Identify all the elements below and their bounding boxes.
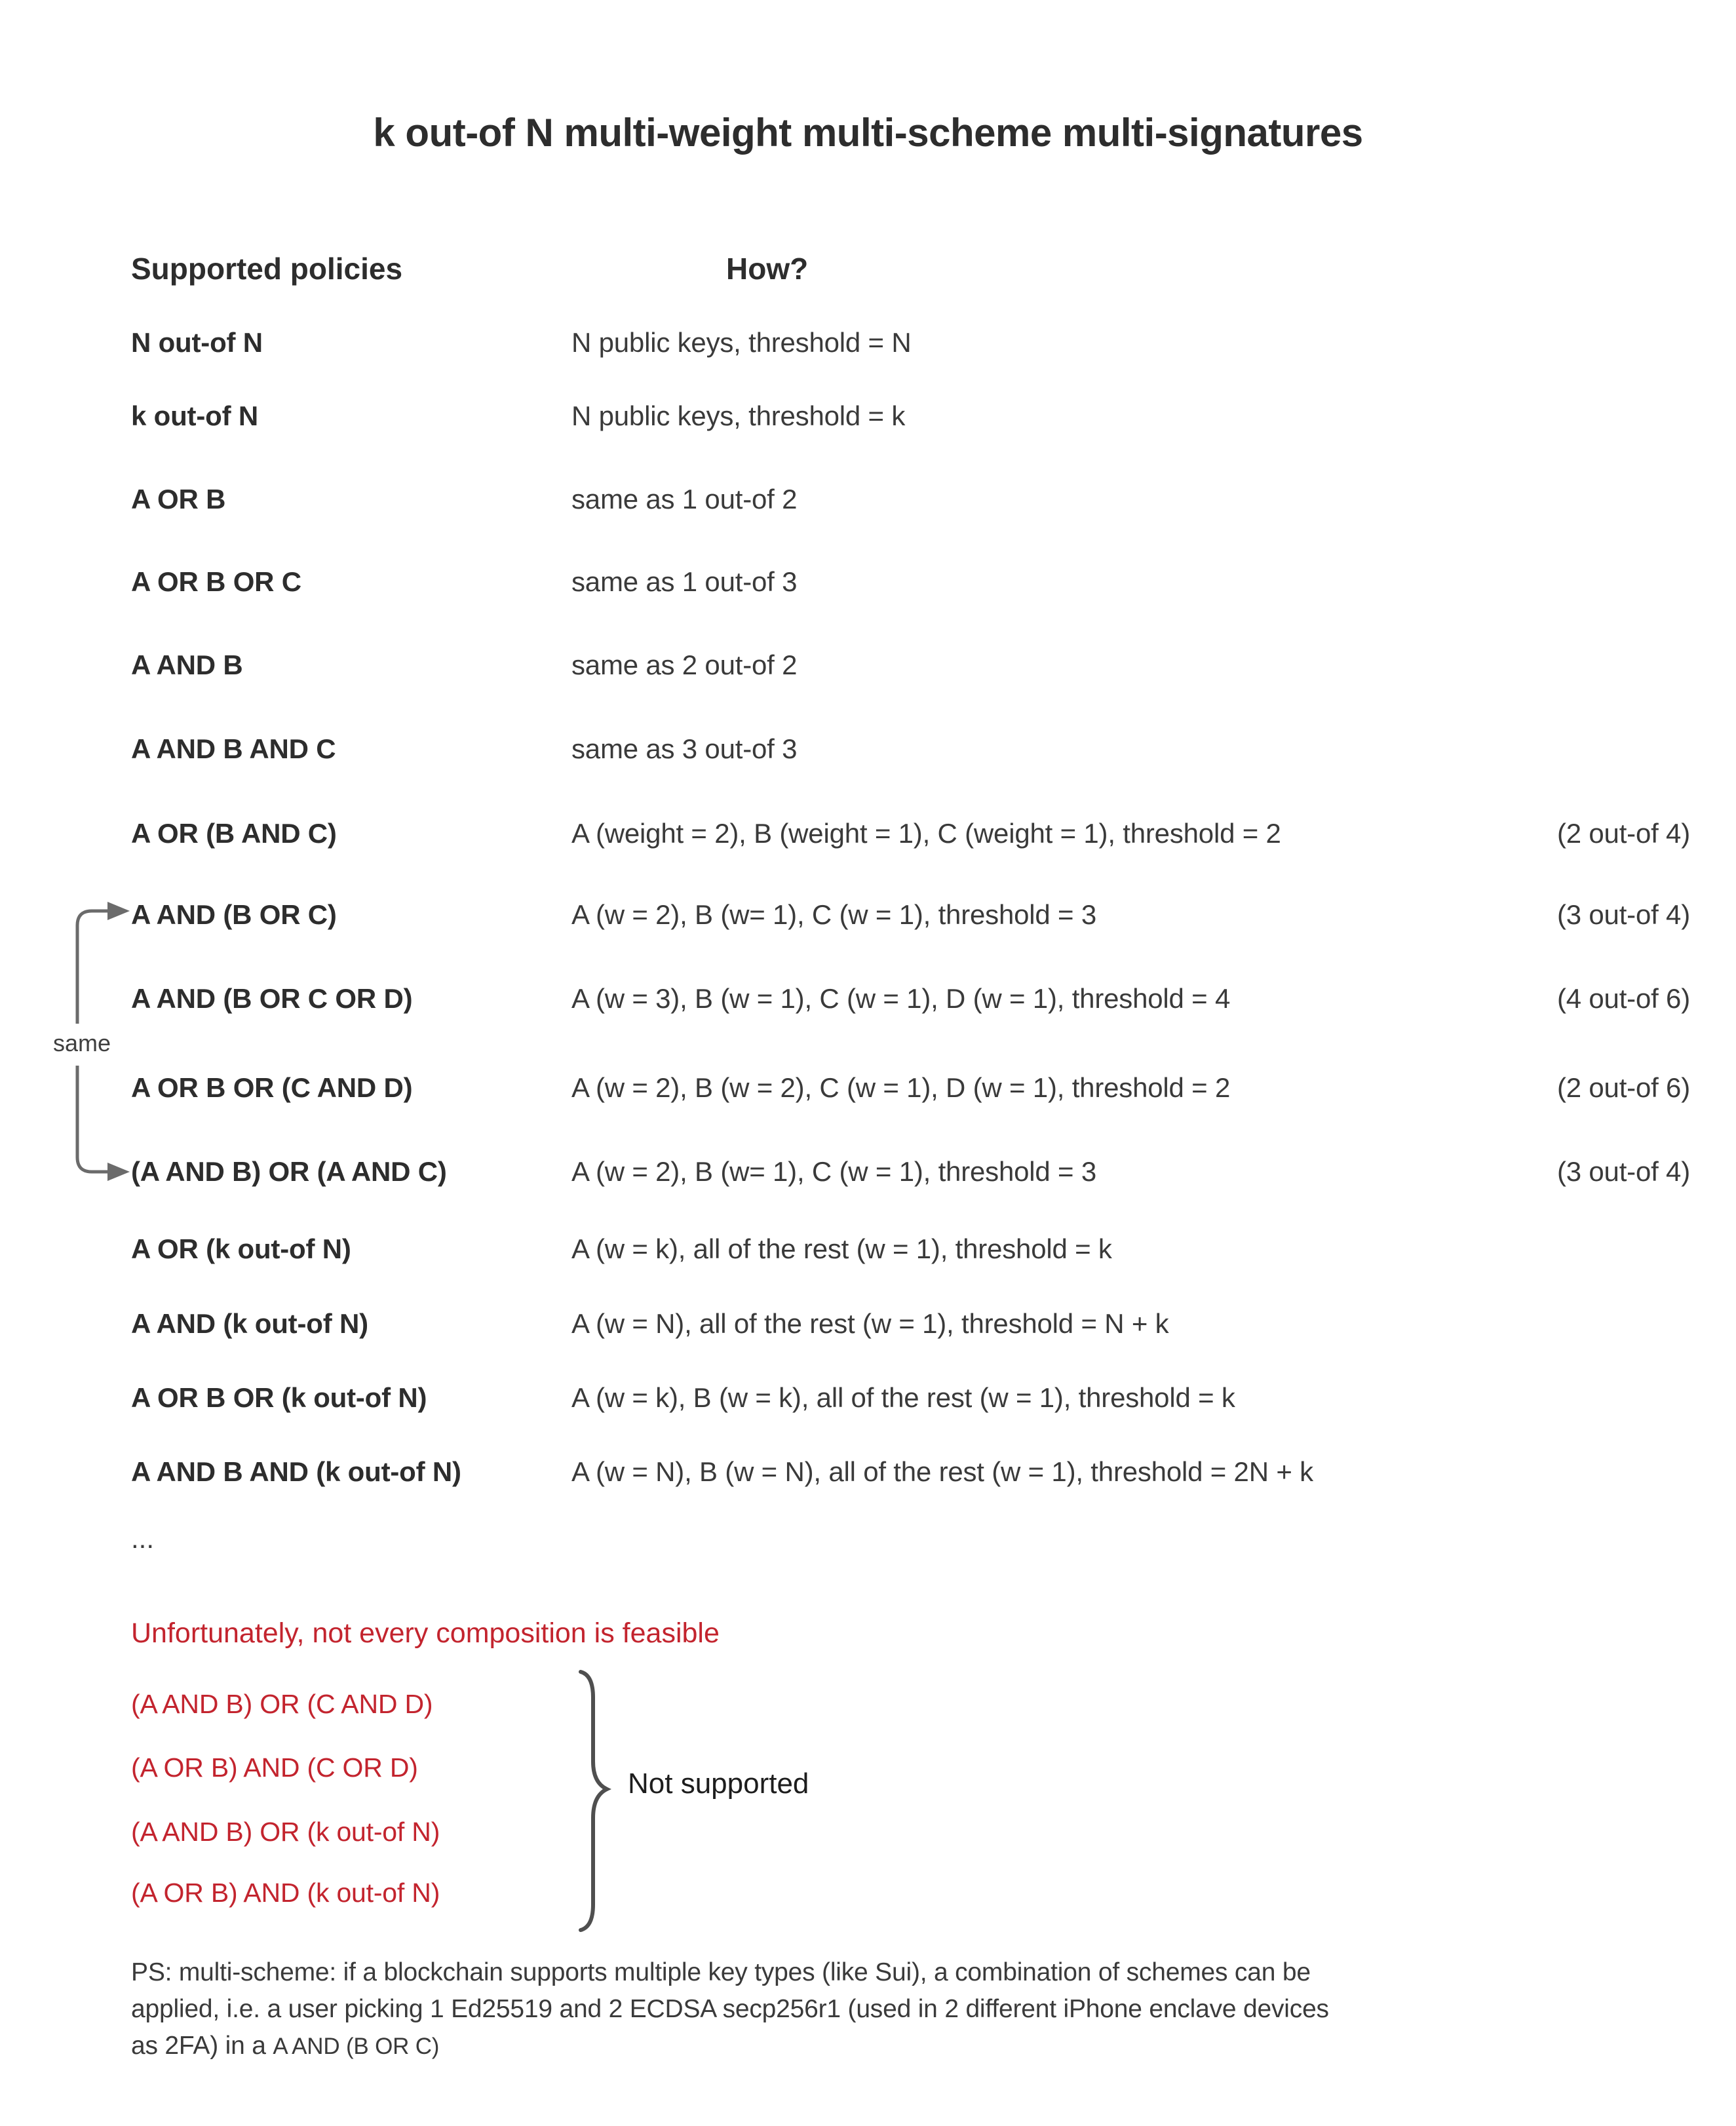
ps-line [131,2028,1704,2065]
table-row [0,323,1736,362]
out-of-note: (3 out-of 4) [1556,1156,1690,1187]
how-cell: A (w = N), all of the rest (w = 1), threshold = N + k [571,1308,1169,1339]
how-cell: A (weight = 2), B (weight = 1), C (weight = 1), threshold = 2 [571,818,1281,849]
ps-formula: A AND (B OR C) [273,2034,440,2059]
table-row [0,979,1736,1018]
column-header-how: How? [726,252,809,286]
how-cell: A (w = 2), B (w = 2), C (w = 1), D (w = 1), threshold = 2 [571,1072,1231,1103]
policy-cell: A OR B OR (C AND D) [131,1072,413,1103]
infeasible-item: (A OR B) AND (C OR D) [131,1752,418,1783]
ps-line3-prefix: as 2FA) in a [131,2032,273,2060]
policy-cell: A OR B OR C [131,566,301,597]
policy-cell: A AND (k out-of N) [131,1308,368,1339]
policy-cell: A AND B [131,649,243,680]
table-row [0,814,1736,853]
policy-cell: N out-of N [131,327,263,358]
policy-cell: A AND (B OR C) [131,899,337,930]
out-of-note: (2 out-of 6) [1556,1072,1690,1103]
policy-cell: A OR (B AND C) [131,818,337,849]
infeasible-item: (A AND B) OR (k out-of N) [131,1817,440,1847]
infeasible-item: (A AND B) OR (C AND D) [131,1689,433,1719]
ps-note [131,1954,1704,2065]
table-row [0,1304,1736,1343]
policy-cell: A OR B [131,484,226,514]
table-row [0,480,1736,519]
policy-cell: A AND B AND C [131,733,336,764]
ps-line: applied, i.e. a user picking 1 Ed25519 and 2 ECDSA secp256r1 (used in 2 different iPhone enclave devices [131,1995,1329,2023]
curly-brace-icon [581,1672,607,1930]
table-row [0,396,1736,436]
table-row [0,562,1736,602]
infeasible-item: (A OR B) AND (k out-of N) [131,1878,440,1908]
table-row [0,1229,1736,1269]
how-cell: A (w = 3), B (w = 1), C (w = 1), D (w = 1), threshold = 4 [571,983,1231,1014]
policy-cell: k out-of N [131,400,258,431]
same-label: same [34,1028,130,1059]
how-cell: same as 2 out-of 2 [571,649,798,680]
page-title: k out-of N multi-weight multi-scheme multi-signatures [373,111,1363,155]
how-cell: same as 1 out-of 2 [571,484,798,514]
table-row [0,1452,1736,1492]
how-cell: A (w = 2), B (w= 1), C (w = 1), threshold = 3 [571,1156,1096,1187]
not-supported-label: Not supported [628,1768,809,1800]
policy-cell: A AND (B OR C OR D) [131,983,413,1014]
table-row [0,729,1736,769]
table-row [0,1152,1736,1191]
policy-cell: A AND B AND (k out-of N) [131,1456,461,1487]
out-of-note: (4 out-of 6) [1556,983,1690,1014]
policy-cell: A OR (k out-of N) [131,1233,351,1264]
table-row [0,646,1736,685]
ps-line: PS: multi-scheme: if a blockchain supports multiple key types (like Sui), a combination of schemes can be [131,1958,1311,1986]
how-cell: A (w = k), B (w = k), all of the rest (w = 1), threshold = k [571,1382,1235,1413]
how-cell: A (w = N), B (w = N), all of the rest (w = 1), threshold = 2N + k [571,1456,1313,1487]
out-of-note: (2 out-of 4) [1556,818,1690,849]
table-row [0,895,1736,935]
how-cell: A (w = 2), B (w= 1), C (w = 1), threshold = 3 [571,899,1096,930]
infeasible-heading: Unfortunately, not every composition is feasible [131,1617,720,1649]
how-cell: N public keys, threshold = N [571,327,912,358]
out-of-note: (3 out-of 4) [1556,899,1690,930]
table-ellipsis: ... [131,1523,155,1554]
table-row [0,1068,1736,1108]
how-cell: A (w = k), all of the rest (w = 1), threshold = k [571,1233,1112,1264]
how-cell: N public keys, threshold = k [571,400,906,431]
how-cell: same as 3 out-of 3 [571,733,798,764]
table-row [0,1378,1736,1418]
column-header-supported-policies: Supported policies [131,252,403,286]
how-cell: same as 1 out-of 3 [571,566,798,597]
policy-cell: A OR B OR (k out-of N) [131,1382,427,1413]
policy-cell: (A AND B) OR (A AND C) [131,1156,447,1187]
